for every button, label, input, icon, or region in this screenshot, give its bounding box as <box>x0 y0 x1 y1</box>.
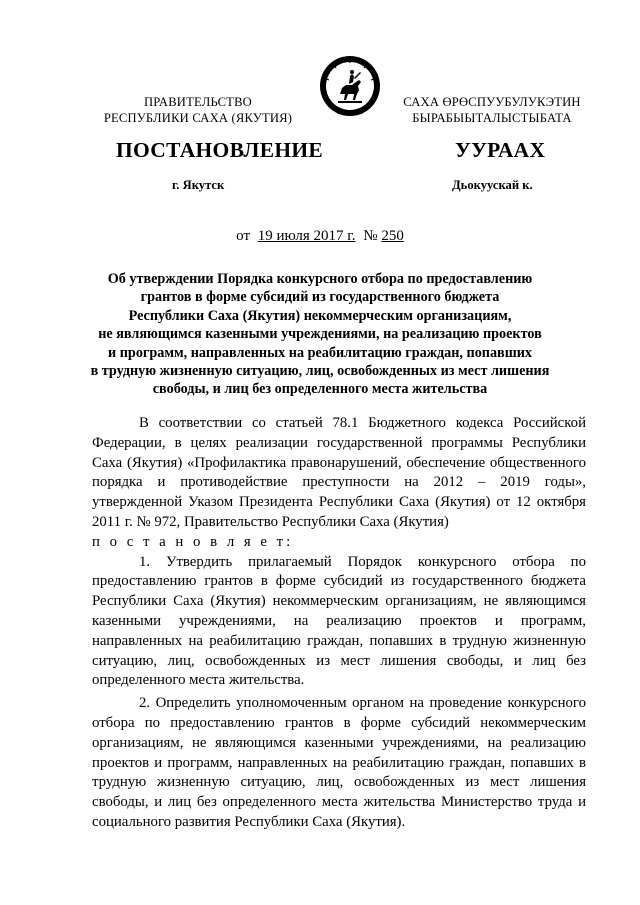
government-line2-ru: РЕСПУБЛИКИ САХА (ЯКУТИЯ) <box>103 111 293 125</box>
doc-type-sakha: УУРААХ <box>455 138 546 162</box>
title-line: грантов в форме субсидий из государственного бюджета <box>140 289 500 306</box>
title-line: и программ, направленных на реабилитацию граждан, попавших <box>108 344 532 361</box>
title-line: в трудную жизненную ситуацию, лиц, освобожденных из мест лишения <box>90 363 550 380</box>
item-2-paragraph: 2. Определить уполномоченным органом на проведение конкурсного отбора по предоставлению грантов в форме субсидий некоммерческим организациям, не являющимся казенными учреждениями, на реализацию проектов и программ, направленных на реабилитацию граждан, попавших в трудную жизненную ситуацию, лиц, освобожденных из мест лишения свободы, и лиц без определенного места жительства Министерство труда и социального развития Республики Саха (Якутия). <box>92 695 586 830</box>
government-line1-sakha: САХА ӨРӨСПУУБУЛУКЭТИН <box>403 95 581 109</box>
doc-number: 250 <box>381 228 404 244</box>
government-line1-ru: ПРАВИТЕЛЬСТВО <box>144 95 252 109</box>
coat-of-arms-icon <box>318 54 382 118</box>
preamble-paragraph: В соответствии со статьей 78.1 Бюджетного кодекса Российской Федерации, в целях реализации государственной программы Республики Саха (Якутия) «Профилактика правонарушений, обеспечение общественного порядка и противодействие преступности на 2012 – 2019 годы», утвержденной Указом Президента Республики Саха (Якутия) от 12 октября 2011 г. № 972, Правительство Республики Саха (Якутия) <box>92 415 586 530</box>
government-name-ru <box>98 94 298 126</box>
title-line: свободы, и лиц без определенного места жительства <box>152 381 488 398</box>
government-line2-sakha: БЫРАБЫЫТАЛЫСТЫБАТА <box>412 111 572 125</box>
date-value: 19 июля 2017 г. <box>257 228 356 244</box>
city-sakha: Дьокуускай к. <box>452 178 533 192</box>
title-line: не являющимся казенными учреждениями, на реализацию проектов <box>98 326 542 343</box>
date-prefix: от <box>236 228 251 244</box>
title-line: Республики Саха (Якутия) некоммерческим организациям, <box>128 307 512 324</box>
number-sign: № <box>363 228 378 244</box>
government-name-sakha <box>384 94 600 126</box>
title-line: Об утверждении Порядка конкурсного отбора по предоставлению <box>107 271 533 287</box>
city-ru: г. Якутск <box>172 178 225 192</box>
document-title <box>80 270 560 399</box>
date-number-line <box>0 228 640 245</box>
resolves-line: п о с т а н о в л я е т: <box>92 533 294 550</box>
doc-type-ru: ПОСТАНОВЛЕНИЕ <box>116 138 324 162</box>
document-body <box>92 414 586 833</box>
item-1-paragraph: 1. Утвердить прилагаемый Порядок конкурсного отбора по предоставлению грантов в форме субсидий из государственного бюджета Республики Саха (Якутия) некоммерческим организациям, не являющимся казенными учреждениями, на реализацию проектов и программ, направленных на реабилитацию граждан, попавших в трудную жизненную ситуацию, лиц, освобожденных из мест лишения свободы, и лиц без определенного места жительства. <box>92 553 586 689</box>
